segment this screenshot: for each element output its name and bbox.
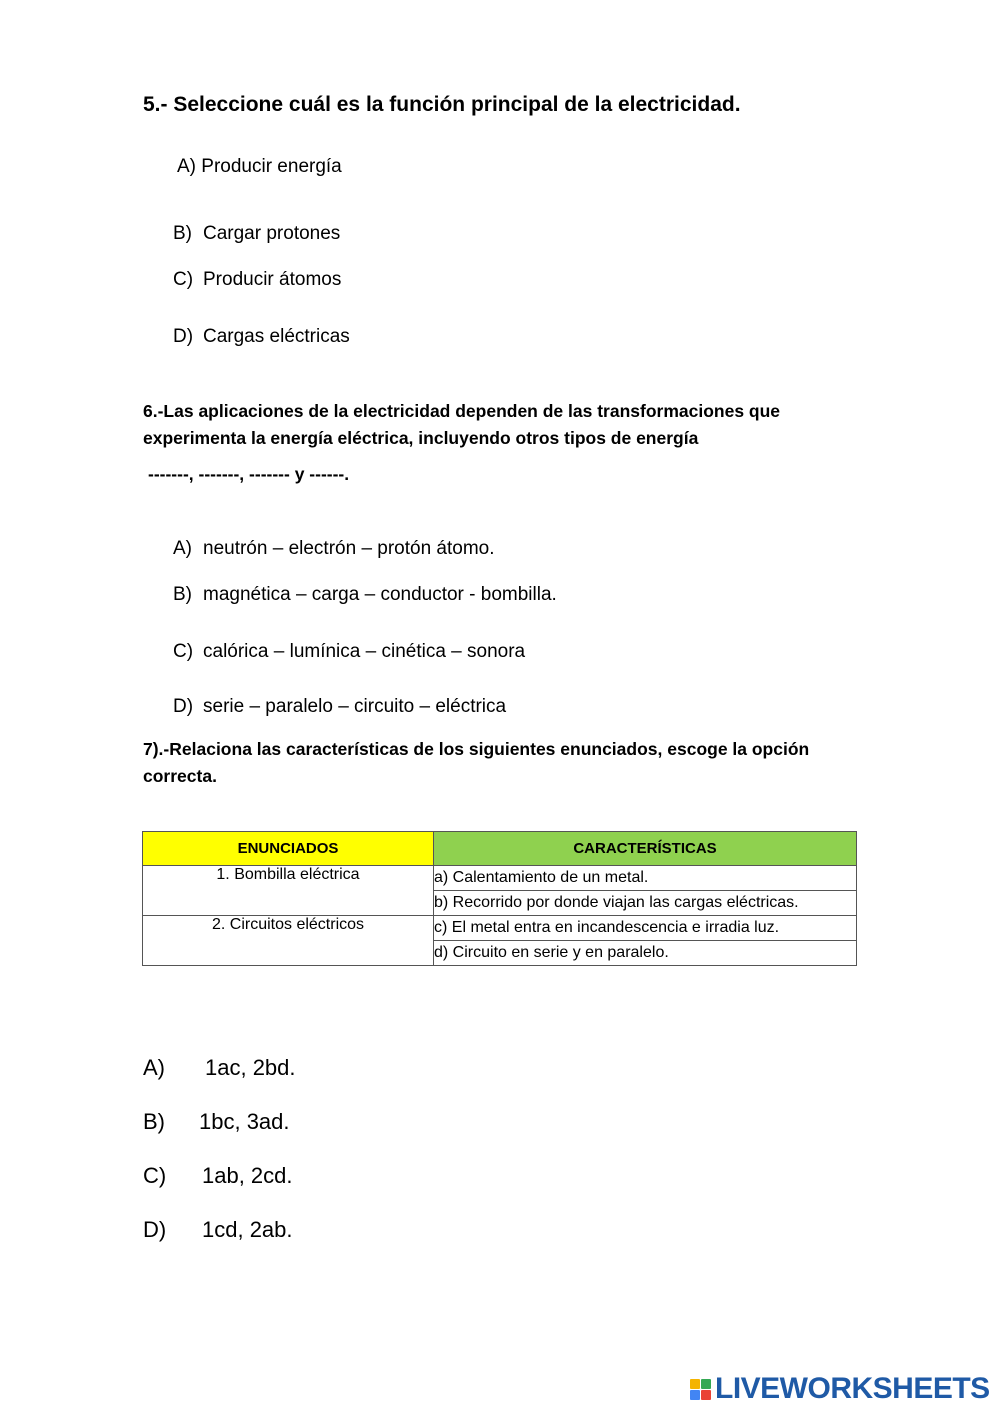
characteristic-a: a) Calentamiento de un metal. (434, 866, 857, 891)
option-letter: D) (143, 1217, 167, 1242)
option-text: Cargas eléctricas (203, 326, 350, 347)
matching-table (142, 831, 857, 966)
option-letter: A) (173, 538, 192, 559)
option-text: Producir energía (201, 156, 342, 177)
option-letter: A) (177, 156, 196, 177)
option-text: neutrón – electrón – protón átomo. (203, 538, 495, 559)
option-text: calórica – lumínica – cinética – sonora (203, 641, 526, 662)
q6-option-c[interactable] (173, 641, 525, 663)
q7-option-c[interactable] (143, 1163, 293, 1189)
question-7-title: 7).-Relaciona las características de los siguientes enunciados, escoge la opción correcta. (143, 739, 810, 786)
q7-option-d[interactable] (143, 1217, 293, 1243)
table-header-row (143, 832, 857, 866)
header-enunciados: ENUNCIADOS (143, 832, 434, 866)
option-text: 1ab, 2cd. (202, 1163, 293, 1188)
q7-option-a[interactable] (143, 1055, 296, 1081)
option-letter: C) (143, 1163, 167, 1188)
option-letter: B) (173, 584, 192, 605)
liveworksheets-logo-icon (690, 1379, 711, 1400)
question-6-title: 6.-Las aplicaciones de la electricidad dependen de las transformaciones que experimenta la energía eléctrica, incluyendo otros tipos de energía (143, 401, 781, 448)
statement-2: 2. Circuitos eléctricos (143, 916, 434, 966)
option-text: Producir átomos (203, 269, 342, 290)
q7-option-b[interactable] (143, 1109, 290, 1135)
characteristic-c: c) El metal entra en incandescencia e irradia luz. (434, 916, 857, 941)
option-text: Cargar protones (203, 223, 341, 244)
q5-option-b[interactable] (173, 223, 340, 245)
characteristic-d: d) Circuito en serie y en paralelo. (434, 941, 857, 966)
logo-text: LIVEWORKSHEETS (715, 1372, 990, 1405)
table-row (143, 866, 857, 891)
q5-option-d[interactable] (173, 326, 350, 348)
q5-option-a[interactable] (177, 156, 342, 178)
option-text: 1cd, 2ab. (202, 1217, 293, 1242)
option-text: magnética – carga – conductor - bombilla. (203, 584, 557, 605)
statement-1: 1. Bombilla eléctrica (143, 866, 434, 916)
q5-option-c[interactable] (173, 269, 341, 291)
liveworksheets-logo[interactable] (690, 1372, 990, 1406)
option-letter: D) (173, 326, 194, 347)
q6-option-a[interactable] (173, 538, 495, 560)
table-row (143, 916, 857, 941)
characteristic-b: b) Recorrido por donde viajan las cargas eléctricas. (434, 891, 857, 916)
q6-option-d[interactable] (173, 696, 506, 718)
header-caracteristicas: CARACTERÍSTICAS (434, 832, 857, 866)
question-6-blanks: -------, -------, ------- y ------. (148, 464, 350, 484)
question-5-title: 5.- Seleccione cuál es la función principal de la electricidad. (143, 93, 741, 116)
option-text: 1ac, 2bd. (205, 1055, 296, 1080)
q6-option-b[interactable] (173, 584, 557, 606)
option-letter: B) (173, 223, 192, 244)
option-letter: C) (173, 269, 194, 290)
option-letter: C) (173, 641, 194, 662)
option-text: 1bc, 3ad. (199, 1109, 290, 1134)
option-letter: A) (143, 1055, 165, 1080)
option-letter: D) (173, 696, 194, 717)
option-letter: B) (143, 1109, 165, 1134)
option-text: serie – paralelo – circuito – eléctrica (203, 696, 507, 717)
